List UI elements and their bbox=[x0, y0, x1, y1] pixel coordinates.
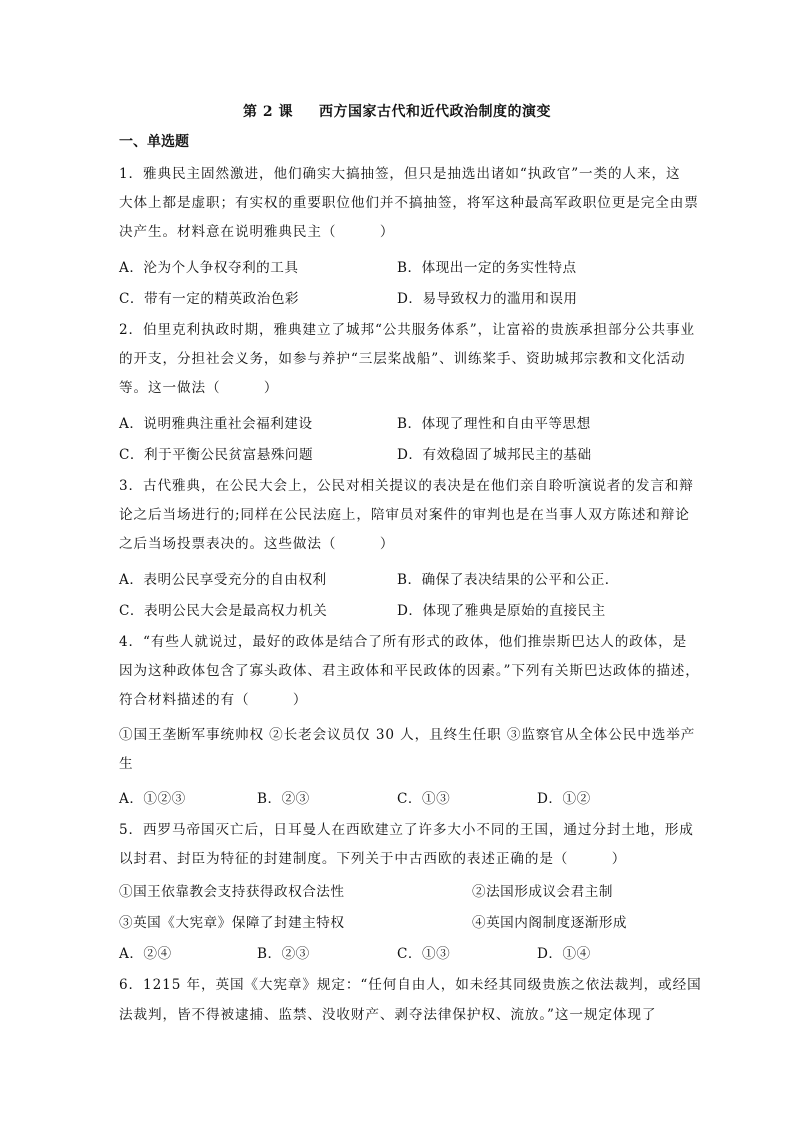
question-4-option-b: B．②③ bbox=[257, 791, 310, 807]
question-2-line-2: 的开支，分担社会义务，如参与养护“三层桨战船”、训练桨手、资助城邦宗教和文化活动 bbox=[119, 351, 686, 367]
question-2-option-a: A．说明雅典注重社会福利建设 bbox=[119, 416, 313, 432]
question-4-option-a: A．①②③ bbox=[119, 791, 186, 807]
question-6-line-2: 法裁判，皆不得被逮捕、监禁、没收财产、剥夺法律保护权、流放。”这一规定体现了 bbox=[119, 1007, 657, 1023]
lesson-number: 第 2 课 bbox=[243, 104, 293, 120]
question-4-line-3: 符合材料描述的有（ ） bbox=[119, 692, 308, 708]
question-6-line-1: 6．1215 年，英国《大宪章》规定：“任何自由人，如未经其同级贵族之依法裁判，或经国 bbox=[119, 977, 702, 993]
question-4-line-5: 生 bbox=[119, 756, 134, 772]
question-3-option-d: D．体现了雅典是原始的直接民主 bbox=[397, 603, 606, 619]
question-1-line-1: 1．雅典民主固然激进，他们确实大搞抽签，但只是抽选出诸如“执政官”一类的人来，这 bbox=[119, 166, 681, 182]
question-2-line-1: 2．伯里克利执政时期，雅典建立了城邦“公共服务体系”，让富裕的贵族承担部分公共事业 bbox=[119, 322, 696, 338]
question-5-option-a: A．②④ bbox=[119, 946, 172, 962]
question-3-option-a: A．表明公民享受充分的自由权利 bbox=[119, 572, 327, 588]
question-2-option-b: B．体现了理性和自由平等思想 bbox=[397, 416, 591, 432]
question-3-option-b: B．确保了表决结果的公平和公正． bbox=[397, 572, 619, 588]
question-1-option-b: B．体现出一定的务实性特点 bbox=[397, 260, 577, 276]
question-4-line-2: 因为这种政体包含了寡头政体、君主政体和平民政体的因素。”下列有关斯巴达政体的描述， bbox=[119, 663, 700, 679]
question-2-line-3: 等。这一做法（ ） bbox=[119, 380, 279, 396]
question-5-statement-4: ④英国内阁制度逐渐形成 bbox=[472, 915, 628, 931]
question-2-option-d: D．有效稳固了城邦民主的基础 bbox=[397, 447, 592, 463]
question-5-option-b: B．②③ bbox=[257, 946, 310, 962]
question-3-line-2: 论之后当场进行的;同样在公民法庭上，陪审员对案件的审判也是在当事人双方陈述和辩论 bbox=[119, 507, 690, 523]
question-5-statement-1: ①国王依靠教会支持获得政权合法性 bbox=[119, 884, 345, 900]
page-title bbox=[0, 101, 794, 121]
question-5-option-c: C．①③ bbox=[397, 946, 451, 962]
question-2-option-c: C．利于平衡公民贫富悬殊问题 bbox=[119, 447, 314, 463]
question-3-line-1: 3．古代雅典，在公民大会上，公民对相关提议的表决是在他们亲自聆听演说者的发言和辩 bbox=[119, 478, 694, 494]
question-1-option-c: C．带有一定的精英政治色彩 bbox=[119, 291, 300, 307]
question-4-line-1: 4．“有些人就说过，最好的政体是结合了所有形式的政体，他们推崇斯巴达人的政体，是 bbox=[119, 634, 688, 650]
question-1-line-3: 决产生。材料意在说明雅典民主（ ） bbox=[119, 224, 395, 240]
question-4-line-4: ①国王垄断军事统帅权 ②长老会议员仅 30 人，且终生任职 ③监察官从全体公民中选举产 bbox=[119, 727, 696, 743]
question-1-line-2: 大体上都是虚职；有实权的重要职位他们并不搞抽签，将军这种最高军政职位更是完全由票 bbox=[119, 195, 699, 211]
question-5-statement-2: ②法国形成议会君主制 bbox=[472, 884, 613, 900]
question-1-option-d: D．易导致权力的滥用和误用 bbox=[397, 291, 578, 307]
question-5-option-d: D．①④ bbox=[537, 946, 591, 962]
section-heading: 一、单选题 bbox=[119, 134, 189, 150]
question-5-statement-3: ③英国《大宪章》保障了封建主特权 bbox=[119, 915, 345, 931]
question-5-line-1: 5．西罗马帝国灭亡后，日耳曼人在西欧建立了许多大小不同的王国，通过分封土地，形成 bbox=[119, 822, 694, 838]
question-3-line-3: 之后当场投票表决的。这些做法（ ） bbox=[119, 536, 395, 552]
question-3-option-c: C．表明公民大会是最高权力机关 bbox=[119, 603, 328, 619]
question-4-option-d: D．①② bbox=[537, 791, 591, 807]
question-5-line-2: 以封君、封臣为特征的封建制度。下列关于中古西欧的表述正确的是（ ） bbox=[119, 851, 627, 867]
lesson-title: 西方国家古代和近代政治制度的演变 bbox=[319, 104, 551, 120]
question-4-option-c: C．①③ bbox=[397, 791, 451, 807]
question-1-option-a: A．沦为个人争权夺利的工具 bbox=[119, 260, 299, 276]
